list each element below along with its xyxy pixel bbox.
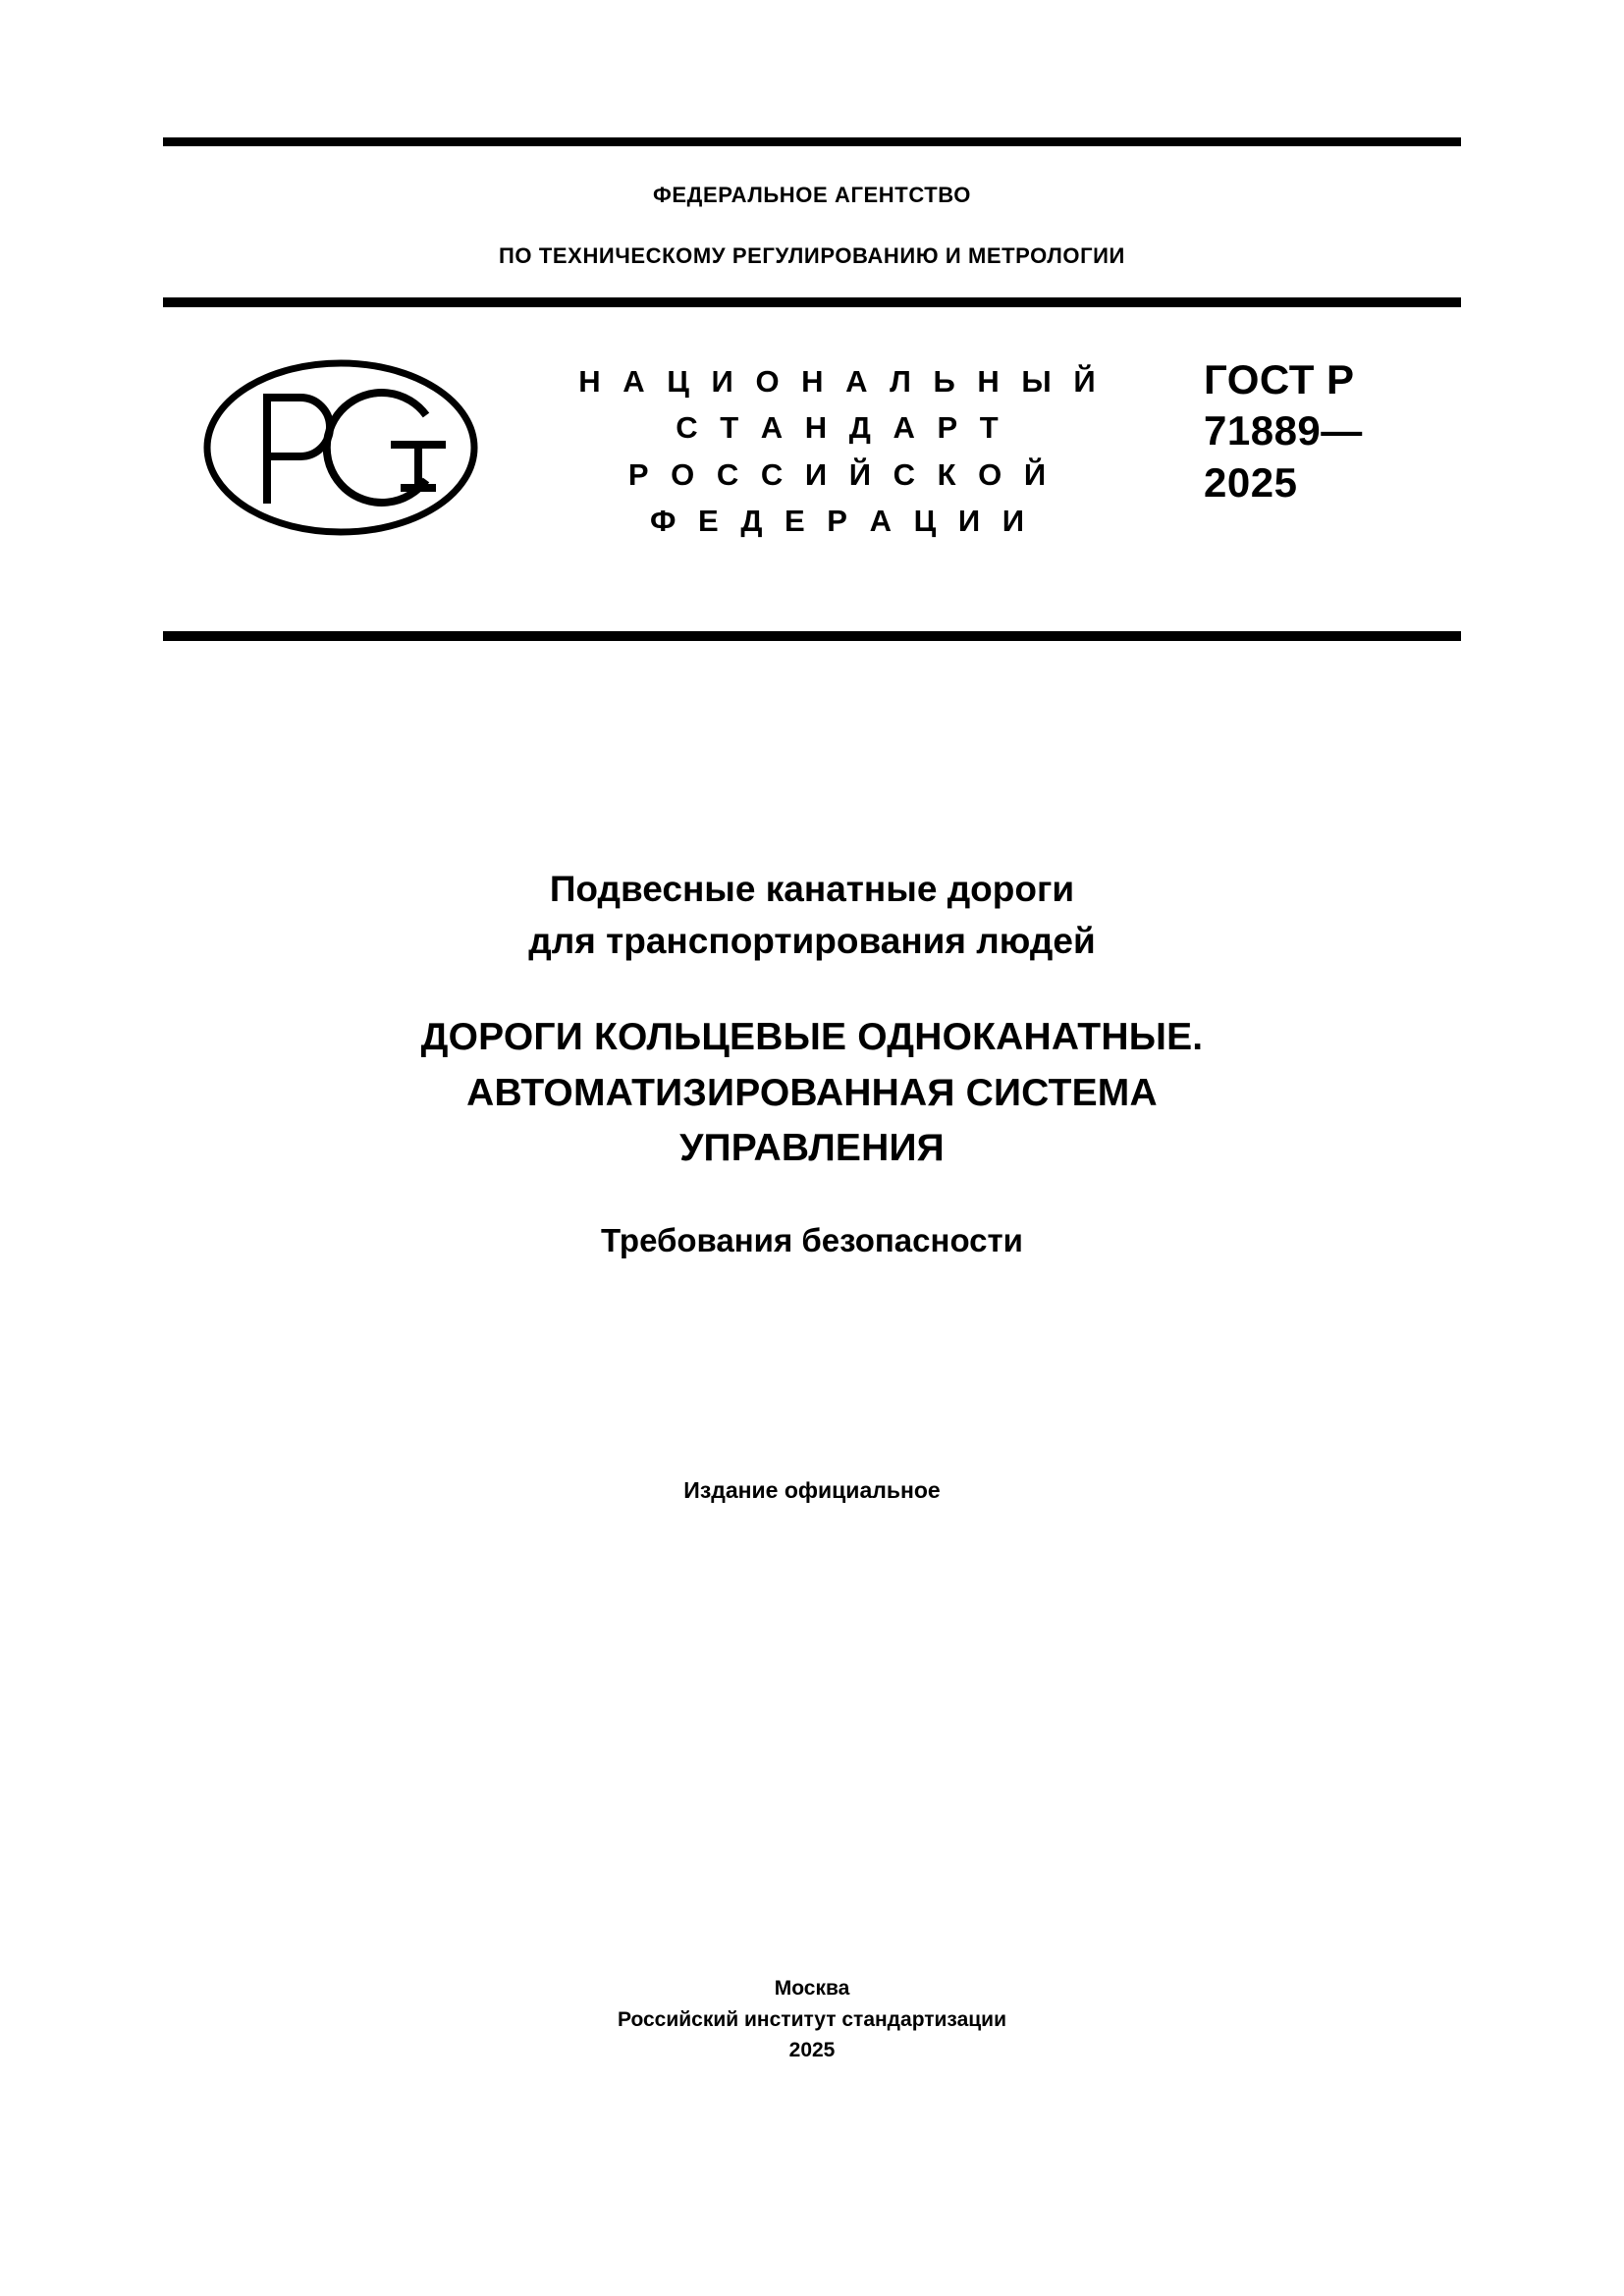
imprint-city: Москва: [774, 1977, 850, 2000]
title-subtitle: [196, 864, 1428, 967]
national-standard-line-4: Ф Е Д Е Р А Ц И И: [649, 503, 1032, 538]
designation-line-1: ГОСТ Р: [1204, 356, 1355, 403]
title-main-line-1: ДОРОГИ КОЛЬЦЕВЫЕ ОДНОКАНАТНЫЕ.: [420, 1016, 1204, 1059]
title-subtitle-line-2: для транспортирования людей: [528, 920, 1096, 961]
title-subtitle-line-1: Подвесные канатные дороги: [549, 869, 1075, 909]
imprint-publisher: Российский институт стандартизации: [617, 2007, 1007, 2031]
title-main-line-2: АВТОМАТИЗИРОВАННАЯ СИСТЕМА: [466, 1071, 1158, 1114]
title-requirements: Требования безопасности: [601, 1221, 1023, 1258]
official-edition-notice: Издание официальное: [683, 1477, 941, 1503]
imprint-year: 2025: [788, 2039, 836, 2061]
bottom-rule: [163, 631, 1461, 641]
national-standard-line-3: Р О С С И Й С К О Й: [627, 456, 1054, 492]
agency-heading: [163, 146, 1461, 297]
national-standard-heading: [487, 358, 1194, 543]
title-main: [196, 1010, 1428, 1177]
imprint-block: [0, 1973, 1624, 2066]
designation-line-3: 2025: [1204, 458, 1298, 506]
header-block: [163, 137, 1461, 641]
national-standard-line-1: Н А Ц И О Н А Л Ь Н Ы Й: [578, 364, 1103, 400]
standard-band: [163, 307, 1461, 631]
middle-rule: [163, 297, 1461, 307]
gost-r-emblem-icon: [198, 354, 483, 541]
top-rule: [163, 137, 1461, 146]
document-title-block: [196, 864, 1428, 1263]
standard-designation: [1204, 354, 1449, 507]
designation-line-2: 71889—: [1204, 407, 1363, 454]
agency-line-1: ФЕДЕРАЛЬНОЕ АГЕНТСТВО: [653, 183, 971, 207]
national-standard-line-2: С Т А Н Д А Р Т: [676, 410, 1005, 446]
title-main-line-3: УПРАВЛЕНИЯ: [679, 1127, 945, 1170]
agency-line-2: ПО ТЕХНИЧЕСКОМУ РЕГУЛИРОВАНИЮ И МЕТРОЛОГИИ: [499, 243, 1125, 269]
